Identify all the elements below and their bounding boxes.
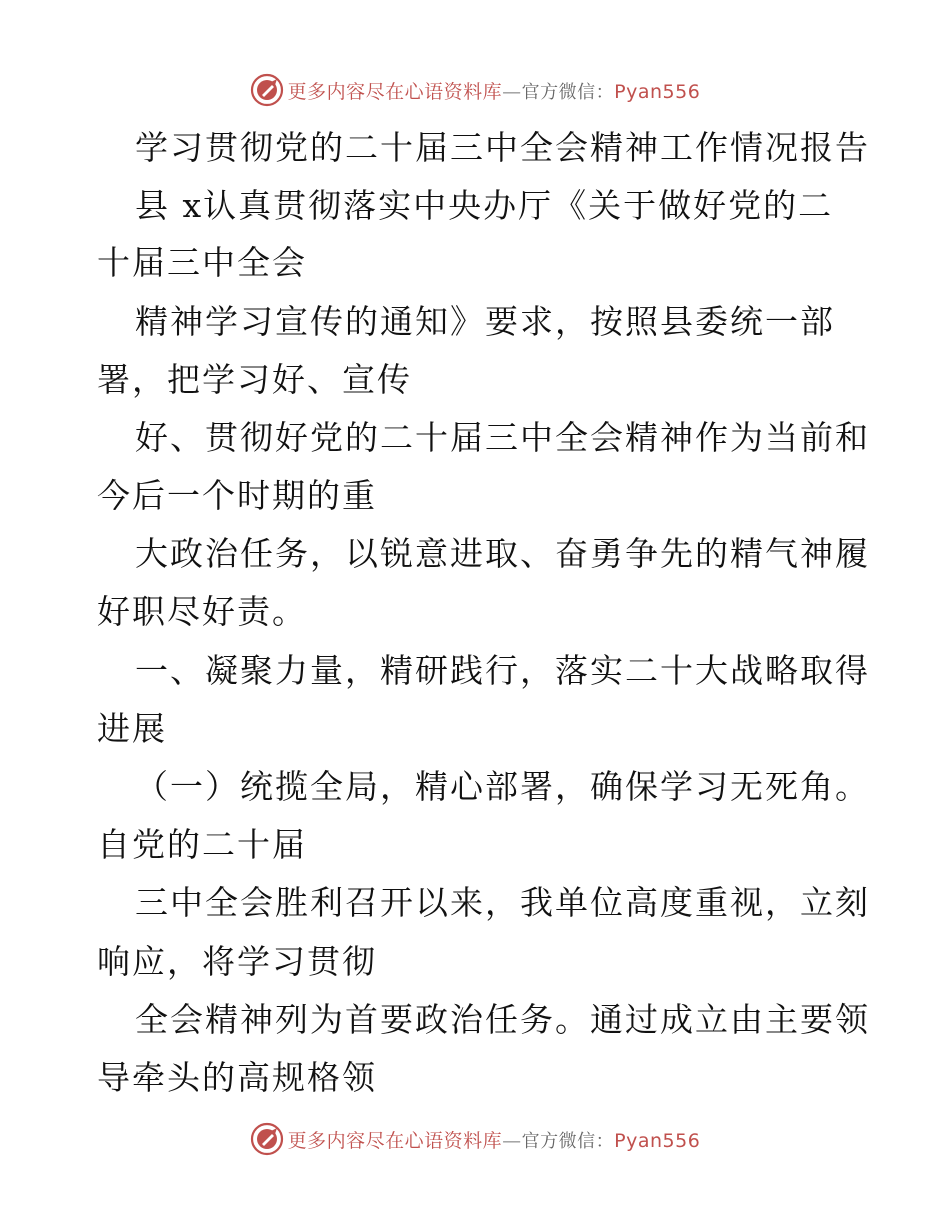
paragraph-line: 好、贯彻好党的二十届三中全会精神作为当前和 bbox=[135, 418, 870, 457]
banner-site-text: 更多内容尽在心语资料库 bbox=[287, 1129, 503, 1152]
paragraph-line: 县 x认真贯彻落实中央办厅《关于做好党的二 bbox=[135, 186, 834, 225]
banner-site-text: 更多内容尽在心语资料库 bbox=[287, 80, 503, 103]
banner-dash: — bbox=[502, 80, 522, 103]
paragraph-line: 导牵头的高规格领 bbox=[97, 1058, 377, 1097]
paragraph-line: 三中全会胜利召开以来，我单位高度重视，立刻 bbox=[135, 883, 870, 922]
paragraph-line: 精神学习宣传的通知》要求，按照县委统一部 bbox=[135, 302, 835, 341]
banner-text bbox=[288, 1126, 701, 1153]
header-banner bbox=[0, 70, 950, 110]
document-title: 学习贯彻党的二十届三中全会精神工作情况报告 bbox=[135, 128, 870, 167]
section-heading: 一、凝聚力量，精研践行，落实二十大战略取得 bbox=[135, 651, 870, 690]
banner-text bbox=[288, 77, 701, 104]
banner-wechat-label: 官方微信： bbox=[521, 81, 615, 103]
banner-wechat-id: Pyan556 bbox=[614, 1129, 701, 1152]
paragraph-line: 今后一个时期的重 bbox=[97, 476, 377, 515]
paragraph-line: 署，把学习好、宣传 bbox=[97, 360, 412, 399]
banner-wechat-id: Pyan556 bbox=[614, 80, 701, 103]
logo-icon bbox=[250, 73, 284, 107]
footer-banner bbox=[0, 1119, 950, 1159]
section-heading-continued: 进展 bbox=[97, 709, 167, 748]
subsection-heading: （一）统揽全局，精心部署，确保学习无死角。 bbox=[135, 767, 870, 806]
paragraph-line: 响应，将学习贯彻 bbox=[97, 942, 377, 981]
logo-icon bbox=[250, 1122, 284, 1156]
paragraph-line: 大政治任务，以锐意进取、奋勇争先的精气神履 bbox=[135, 534, 870, 573]
paragraph-line: 好职尽好责。 bbox=[97, 592, 307, 631]
banner-wechat-label: 官方微信： bbox=[521, 1130, 615, 1152]
paragraph-line: 全会精神列为首要政治任务。通过成立由主要领 bbox=[135, 1000, 870, 1039]
paragraph-line: 十届三中全会 bbox=[97, 243, 307, 282]
paragraph-line: 自党的二十届 bbox=[97, 825, 307, 864]
banner-dash: — bbox=[502, 1129, 522, 1152]
